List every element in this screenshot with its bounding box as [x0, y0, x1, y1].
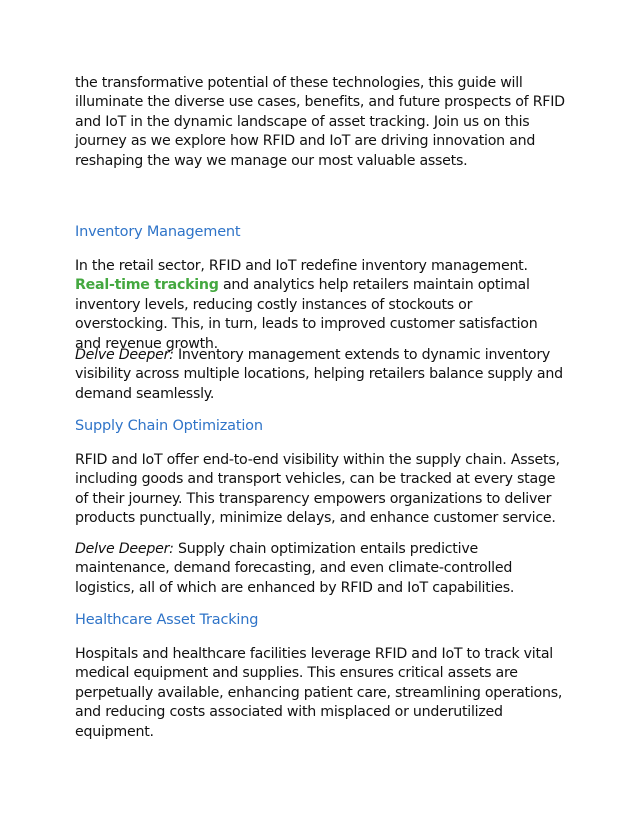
section-supply-chain-heading-block — [75, 417, 565, 436]
supply-chain-body-paragraph: RFID and IoT offer end-to-end visibility within the supply chain. Assets, including goods and transport vehicles, can be tracked at every stage of their journey. This transparency empowers organizations to deliver products punctually, minimize delays, and enhance customer service. — [75, 452, 560, 527]
section-inventory-heading-block — [75, 223, 565, 242]
section-heading-supply-chain-optimization: Supply Chain Optimization — [75, 418, 263, 434]
section-heading-inventory-management: Inventory Management — [75, 224, 241, 240]
section-inventory-deeper-block — [75, 346, 565, 404]
healthcare-body-paragraph: Hospitals and healthcare facilities leverage RFID and IoT to track vital medical equipment and supplies. This ensures critical assets are perpetually available, enhancing patient care, streamlining operations, and reducing costs associated with misplaced or underutilized equipment. — [75, 646, 563, 740]
intro-paragraph-block — [75, 74, 565, 171]
inventory-body-text-start: In the retail sector, RFID and IoT redefine inventory management. — [75, 258, 528, 274]
section-healthcare-heading-block — [75, 611, 565, 630]
section-healthcare-body-block — [75, 645, 565, 742]
real-time-tracking-highlight: Real-time tracking — [75, 277, 219, 294]
section-heading-healthcare-asset-tracking: Healthcare Asset Tracking — [75, 612, 259, 628]
delve-deeper-label: Delve Deeper: — [75, 541, 174, 557]
intro-paragraph: the transformative potential of these technologies, this guide will illuminate the diverse use cases, benefits, and future prospects of RFID and IoT in the dynamic landscape of asset tracking. Join us on this journey as we explore how RFID and IoT are driving innovation and reshaping the way we manage our most valuable assets. — [75, 75, 565, 169]
inventory-body-paragraph — [75, 257, 565, 354]
section-supply-chain-deeper-block — [75, 540, 565, 598]
delve-deeper-text: Supply chain optimization entails predictive maintenance, demand forecasting, and even climate-controlled logistics, all of which are enhanced by RFID and IoT capabilities. — [75, 541, 515, 596]
inventory-body-text-end: and analytics help retailers maintain optimal inventory levels, reducing costly instances of stockouts or overstocking. This, in turn, leads to improved customer satisfaction and revenue growth. — [75, 277, 538, 352]
section-supply-chain-body-block — [75, 451, 565, 529]
section-inventory-body-block — [75, 257, 565, 354]
inventory-delve-deeper-paragraph — [75, 346, 565, 404]
delve-deeper-text: Inventory management extends to dynamic inventory visibility across multiple locations, helping retailers balance supply and demand seamlessly. — [75, 347, 563, 402]
delve-deeper-label: Delve Deeper: — [75, 347, 174, 363]
supply-chain-delve-deeper-paragraph — [75, 540, 565, 598]
